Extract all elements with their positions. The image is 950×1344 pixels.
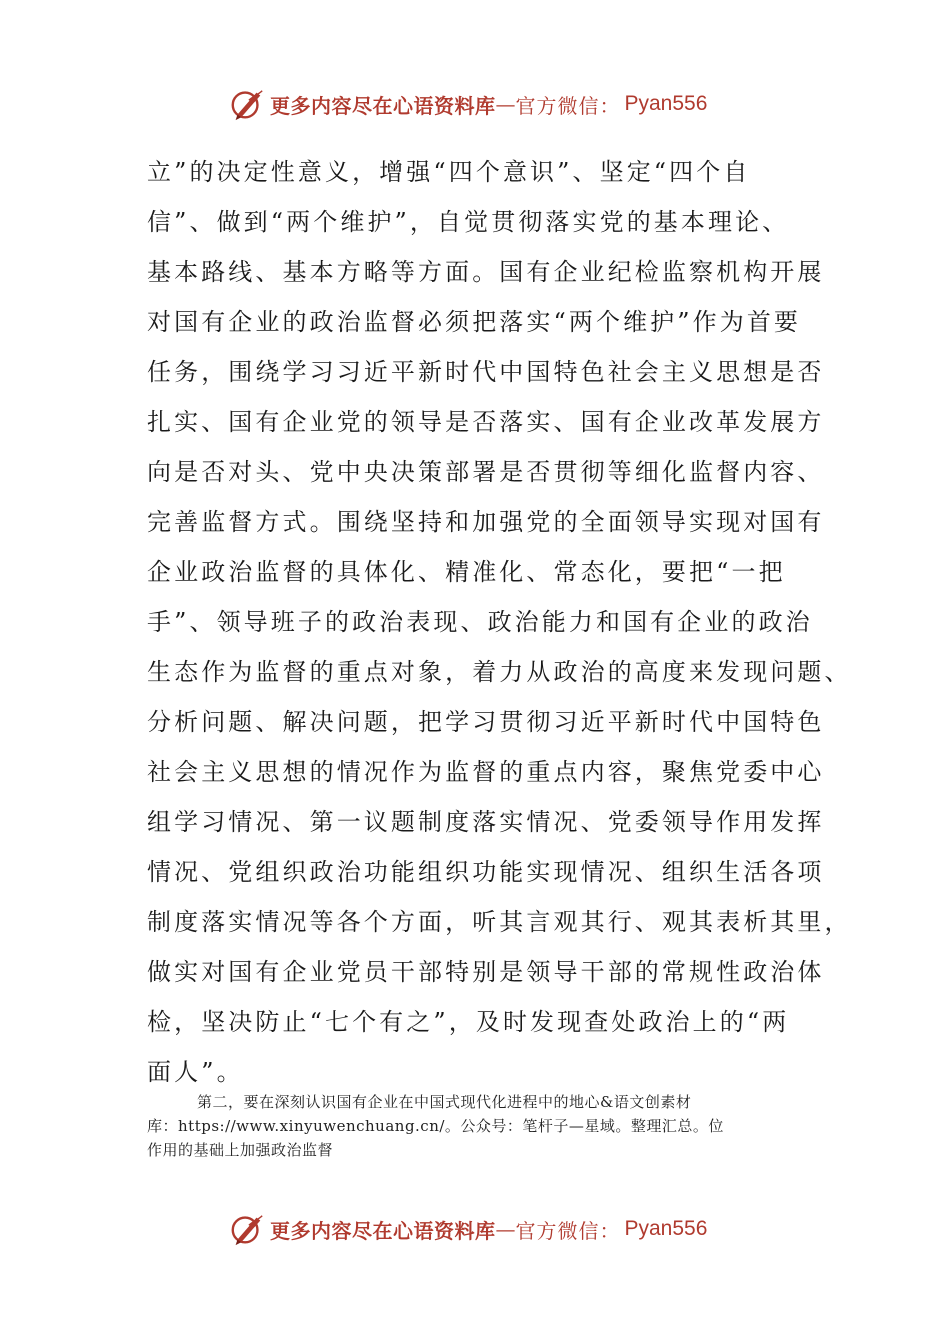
- body-line: 面人”。: [147, 1058, 244, 1086]
- note-line: 作用的基础上加强政治监督: [147, 1141, 334, 1159]
- body-line: 向是否对头、党中央决策部署是否贯彻等细化监督内容、: [147, 458, 825, 486]
- body-paragraph: [147, 147, 852, 1097]
- body-line: 检，坚决防止“七个有之”，及时发现查处政治上的“两: [147, 1008, 790, 1036]
- banner-main-text: 更多内容尽在心语资料库: [270, 1218, 496, 1243]
- body-line: 组学习情况、第一议题制度落实情况、党委领导作用发挥: [147, 808, 825, 836]
- banner-wechat-label: 官方微信：: [515, 93, 621, 118]
- body-line: 立”的决定性意义，增强“四个意识”、坚定“四个自: [147, 158, 751, 186]
- body-line: 扎实、国有企业党的领导是否落实、国有企业改革发展方: [147, 408, 825, 436]
- section-heading-note: [147, 1090, 807, 1162]
- body-line: 基本路线、基本方略等方面。国有企业纪检监察机构开展: [147, 258, 825, 286]
- body-line: 手”、领导班子的政治表现、政治能力和国有企业的政治: [147, 608, 813, 636]
- body-line: 生态作为监督的重点对象，着力从政治的高度来发现问题、: [147, 658, 852, 686]
- banner-main-text: 更多内容尽在心语资料库: [270, 93, 496, 118]
- body-line: 完善监督方式。围绕坚持和加强党的全面领导实现对国有: [147, 508, 825, 536]
- body-line: 制度落实情况等各个方面，听其言观其行、观其表析其里，: [147, 908, 852, 936]
- note-line: 第二，要在深刻认识国有企业在中国式现代化进程中的地心&语文创素材: [197, 1093, 692, 1111]
- banner-separator: —: [495, 92, 516, 116]
- note-line: 库：https://www.xinyuwenchuang.cn/。公众号：笔杆子—星域。整理汇总。位: [147, 1117, 724, 1135]
- banner-wechat-label: 官方微信：: [515, 1218, 621, 1243]
- banner-separator: —: [495, 1217, 516, 1241]
- body-line: 企业政治监督的具体化、精准化、常态化，要把“一把: [147, 558, 786, 586]
- body-line: 做实对国有企业党员干部特别是领导干部的常规性政治体: [147, 958, 825, 986]
- banner-wechat-id: Pyan556: [624, 1217, 708, 1240]
- pen-logo-icon: [228, 85, 266, 123]
- banner-wechat-id: Pyan556: [624, 92, 708, 115]
- pen-logo-icon: [228, 1210, 266, 1248]
- footer-banner: [228, 1207, 707, 1251]
- header-banner: [228, 82, 707, 126]
- body-line: 信”、做到“两个维护”，自觉贯彻落实党的基本理论、: [147, 208, 790, 236]
- body-line: 情况、党组织政治功能组织功能实现情况、组织生活各项: [147, 858, 825, 886]
- body-line: 社会主义思想的情况作为监督的重点内容，聚焦党委中心: [147, 758, 825, 786]
- body-line: 分析问题、解决问题，把学习贯彻习近平新时代中国特色: [147, 708, 825, 736]
- body-line: 任务，围绕学习习近平新时代中国特色社会主义思想是否: [147, 358, 825, 386]
- body-line: 对国有企业的政治监督必须把落实“两个维护”作为首要: [147, 308, 802, 336]
